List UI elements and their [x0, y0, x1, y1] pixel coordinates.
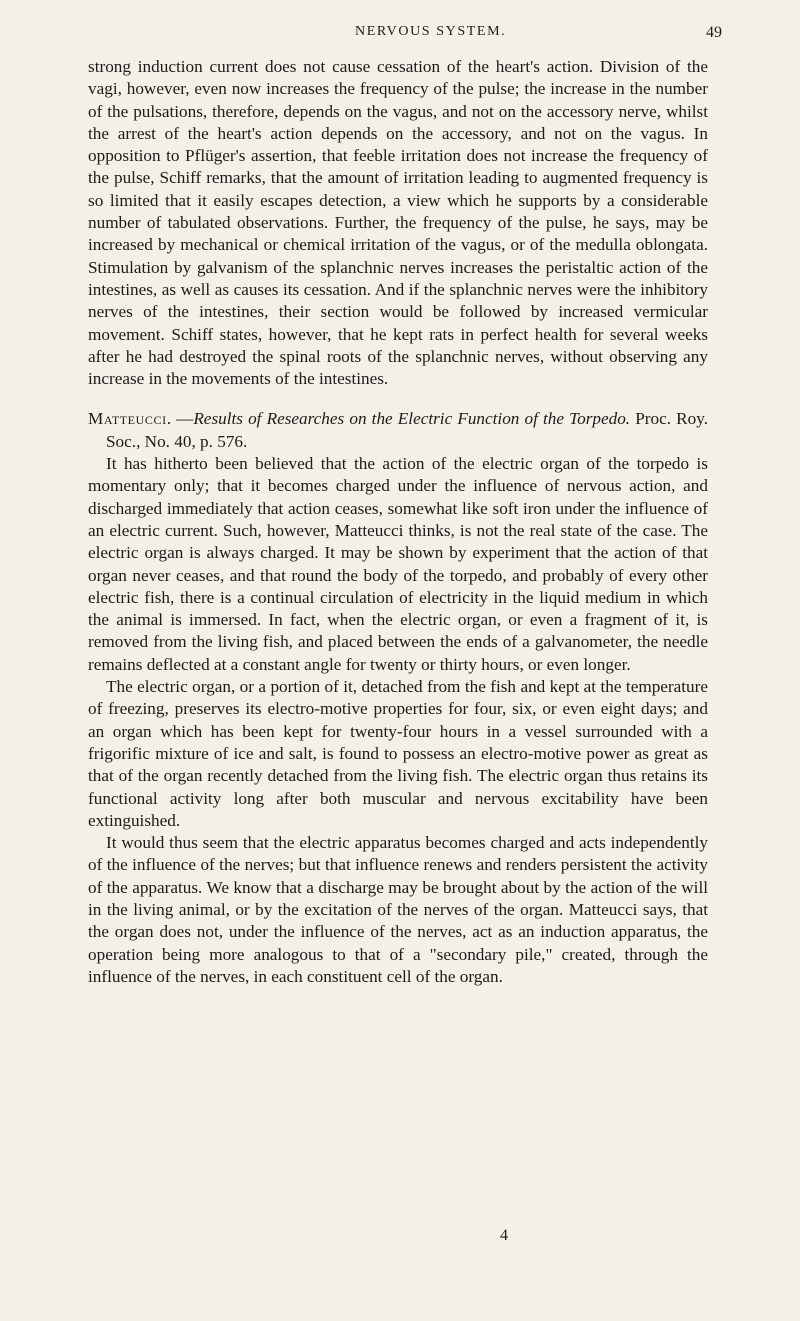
reference-separator: . —: [166, 409, 194, 429]
running-title: NERVOUS SYSTEM.: [355, 24, 507, 39]
page-number: 49: [706, 24, 722, 41]
body-paragraph-1: strong induction current does not cause cessation of the heart's action. Division of the vagi, however, even now increases the frequency of the pulse; the increase in the number of the pulsations, therefore, depends on the vagus, and not on the accessory nerve, whilst the arrest of the heart's action depends on the accessory, and not on the vagus. In opposition to Pflüger's assertion, that feeble irritation does not increase the frequency of the pulse, Schiff remarks, that the amount of irritation leading to augmented frequency is so limited that it easily escapes detection, a view which he supports by a considerable number of tabulated observations. Further, the frequency of the pulse, he says, may be increased by mechanical or chemical irritation of the vagus, or of the medulla oblongata. Stimulation by galvanism of the splanchnic nerves increases the peristaltic action of the intestines, as well as causes its cessation. And if the splanchnic nerves were the inhibitory nerves of the intestines, their section would be followed by increased vermicular movement. Schiff states, however, that he kept rats in perfect health for several weeks after he had destroyed the spinal roots of the splanchnic nerves, without observing any increase in the movements of the intestines.: [88, 57, 708, 389]
reference-citation: [88, 408, 708, 453]
page-content: [88, 56, 708, 988]
running-head: [0, 24, 800, 44]
signature-mark: 4: [500, 1227, 508, 1244]
reference-title: Results of Researches on the Electric Function of the Torpedo.: [193, 409, 631, 429]
reference-entry: [88, 408, 708, 988]
entry-paragraph-2: The electric organ, or a portion of it, detached from the fish and kept at the temperature of freezing, preserves its electro-motive properties for four, six, or even eight days; and an organ which has been kept for twenty-four hours in a vessel surrounded with a frigorific mixture of ice and salt, is found to possess an electro-motive power as great as that of the organ recently detached from the living fish. The electric organ thus retains its functional activity long after both muscular and nervous excitability have been extinguished.: [88, 677, 708, 830]
entry-paragraph-3: It would thus seem that the electric apparatus becomes charged and acts independently of the influence of the nerves; but that influence renews and renders persistent the activity of the apparatus. We know that a discharge may be brought about by the action of the will in the living animal, or by the excitation of the nerves of the organ. Matteucci says, that the organ does not, under the influence of the nerves, act as an induction apparatus, the operation being more analogous to that of a "secondary pile," created, through the influence of the nerves, in each constituent cell of the organ.: [88, 833, 708, 986]
reference-source: Proc. Roy. Soc., No. 40, p. 576.: [106, 409, 709, 451]
entry-paragraph-1: It has hitherto been believed that the action of the electric organ of the torpedo is momentary only; that it becomes charged under the influence of nervous action, and discharged immediately that action ceases, somewhat like soft iron under the influence of an electric current. Such, however, Matteucci thinks, is not the real state of the case. The electric organ is always charged. It may be shown by experiment that the action of that organ never ceases, and that round the body of the torpedo, and probably of every other electric fish, there is a continual circulation of electricity in the liquid medium in which the animal is immersed. In fact, when the electric organ, or even a fragment of it, is removed from the living fish, and placed between the ends of a galvanometer, the needle remains deflected at a constant angle for twenty or thirty hours, or even longer.: [88, 454, 708, 674]
reference-author: Matteucci: [88, 409, 167, 429]
